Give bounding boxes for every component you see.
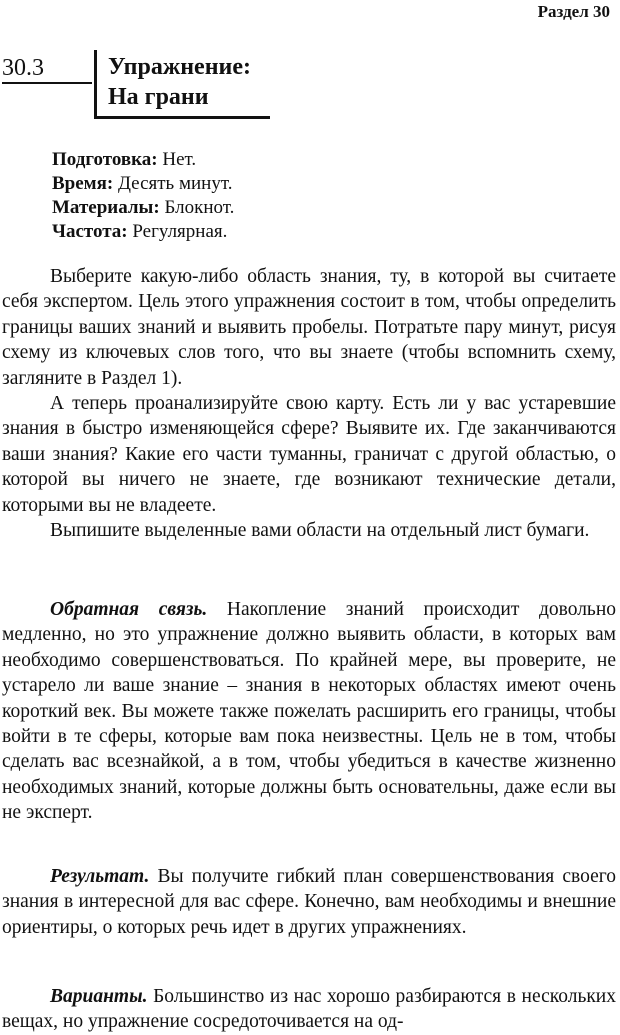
paragraph-analyze: А теперь проанализируйте свою карту. Есть ли у вас устаревшие знания в быстро изменяющейся сфере? Выявите их. Где заканчиваются ваши знания? Какие его части туманны, граничат с другой областью, о которой вы ничего не знаете, где возникают технические детали, которыми вы не владеете. [2,393,616,516]
paragraph-intro: Выберите какую-либо область знания, ту, в которой вы считаете себя экспертом. Цель этого упражнения состоит в том, чтобы определить границы ваших знаний и выявить пробелы. Потратьте пару минут, рисуя схему из ключевых слов того, что вы знаете (чтобы вспомнить схему, загляните в Раздел 1). [2,266,616,389]
exercise-meta [52,148,234,244]
meta-prep [52,148,234,172]
paragraph-variants [2,984,616,1035]
paragraph-result [2,864,616,940]
section-header-underline [94,116,270,119]
running-head: Раздел 30 [537,2,610,21]
meta-time-label: Время: [52,173,114,194]
feedback-text: Накопление знаний происходит довольно медленно, но это упражнение должно выявить области, в которых вам необходимо совершенствоваться. По крайней мере, вы проверите, не устарело ли ваше знание – знания в некоторых областях имеют очень короткий век. Вы можете также пожелать расширить его границы, чтобы войти в те сферы, которые вам пока неизвестны. Цель не в том, чтобы сделать вас всезнайкой, а в том, чтобы убедиться в качестве жизненно необходимых знаний, которые должны быть основательны, даже если вы не эксперт. [2,599,617,824]
result-text: Вы получите гибкий план совершенствования своего знания в интересной для вас сфере. Конечно, вам необходимы и внешние ориентиры, о которых речь идет в других упражнениях. [2,866,616,938]
result-block [2,864,616,940]
meta-time [52,172,234,196]
meta-materials-label: Материалы: [52,197,160,218]
meta-materials [52,196,234,220]
meta-frequency-label: Частота: [52,221,128,242]
meta-frequency [52,220,234,244]
variants-label: Варианты. [50,986,148,1007]
feedback-block [2,597,616,826]
section-header-bar [94,50,97,118]
meta-time-value: Десять минут. [113,173,233,194]
section-title-line2: На грани [108,84,209,110]
section-title-line1: Упражнение: [108,54,252,80]
meta-materials-value: Блокнот. [159,197,235,218]
paragraph-feedback [2,597,616,826]
section-number: 30.3 [2,54,92,84]
meta-frequency-value: Регулярная. [127,221,228,242]
feedback-label: Обратная связь. [50,599,208,620]
section-header [2,46,272,124]
variants-block [2,984,616,1035]
result-label: Результат. [50,866,150,887]
section-title [108,52,251,112]
meta-prep-label: Подготовка: [52,149,158,170]
instructions-block [2,264,616,543]
meta-prep-value: Нет. [157,149,197,170]
paragraph-write-out: Выпишите выделенные вами области на отдельный лист бумаги. [50,520,590,542]
variants-text: Большинство из нас хорошо разбираются в нескольких вещах, но упражнение сосредоточивается на од- [2,986,616,1033]
